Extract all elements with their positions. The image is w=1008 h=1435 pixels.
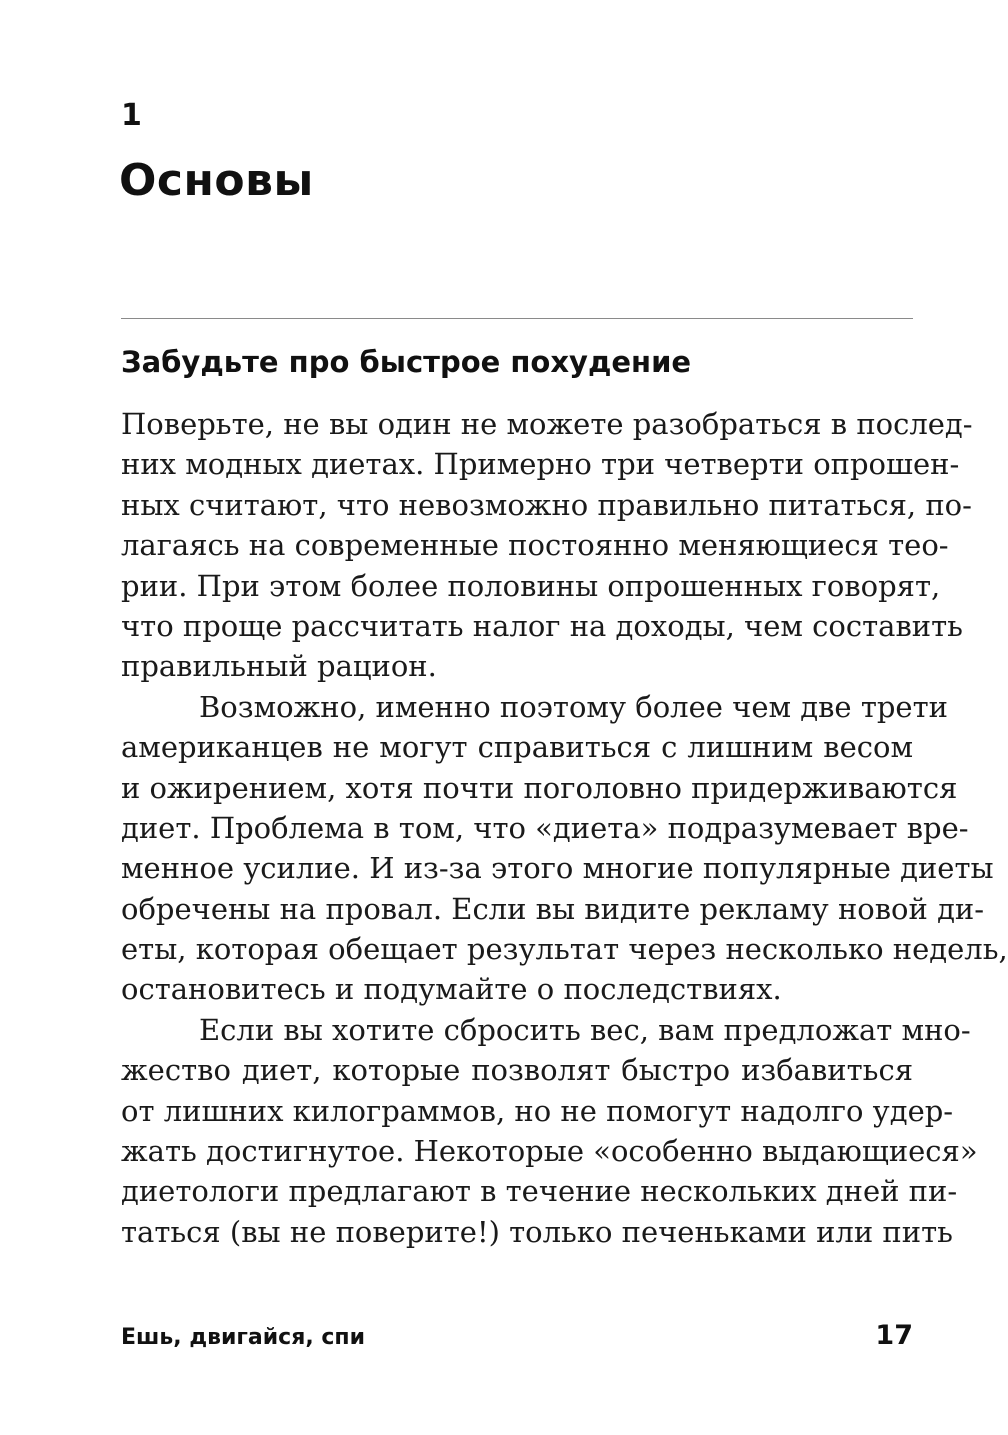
page-number: 17 (875, 1320, 913, 1351)
text-line: жать достигнутое. Некоторые «особенно выдающиеся» (121, 1134, 978, 1169)
text-line: обречены на провал. Если вы видите рекламу новой ди- (121, 891, 985, 926)
text-line: жество диет, которые позволят быстро избавиться (121, 1053, 913, 1088)
chapter-number: 1 (121, 98, 142, 133)
chapter-title: Основы (119, 155, 314, 206)
text-line: Поверьте, не вы один не можете разобраться в послед- (121, 407, 973, 441)
text-line: от лишних килограммов, но не помогут надолго удер- (121, 1093, 954, 1128)
text-line: правильный рацион. (121, 649, 437, 684)
paragraph-1 (121, 404, 973, 687)
text-line: что проще рассчитать налог на доходы, чем составить (121, 608, 963, 643)
text-line: и ожирением, хотя почти поголовно придерживаются (121, 770, 958, 805)
text-line: менное усилие. И из-за этого многие популярные диеты (121, 851, 994, 886)
text-line: остановитесь и подумайте о последствиях. (121, 972, 782, 1007)
text-line: Возможно, именно поэтому более чем две трети (199, 689, 948, 724)
text-line: американцев не могут справиться с лишним весом (121, 730, 913, 765)
text-line: диет. Проблема в том, что «диета» подразумевает вре- (121, 810, 969, 845)
text-line: Если вы хотите сбросить вес, вам предложат мно- (199, 1012, 971, 1047)
paragraph-2 (121, 687, 1008, 1010)
text-line: еты, которая обещает результат через несколько недель, (121, 932, 1008, 967)
text-line: диетологи предлагают в течение нескольких дней пи- (121, 1174, 958, 1209)
text-line: лагаясь на современные постоянно меняющиеся тео- (121, 528, 949, 563)
text-line: ных считают, что невозможно правильно питаться, по- (121, 487, 972, 522)
paragraph-3 (121, 1010, 978, 1252)
text-line: таться (вы не поверите!) только печеньками или пить (121, 1214, 953, 1249)
text-line: рии. При этом более половины опрошенных говорят, (121, 568, 941, 603)
section-title: Забудьте про быстрое похудение (121, 345, 692, 379)
body-text (121, 404, 1008, 1252)
text-line: них модных диетах. Примерно три четверти опрошен- (121, 447, 960, 482)
running-footer-title: Ешь, двигайся, спи (121, 1325, 366, 1350)
section-divider (121, 318, 913, 319)
